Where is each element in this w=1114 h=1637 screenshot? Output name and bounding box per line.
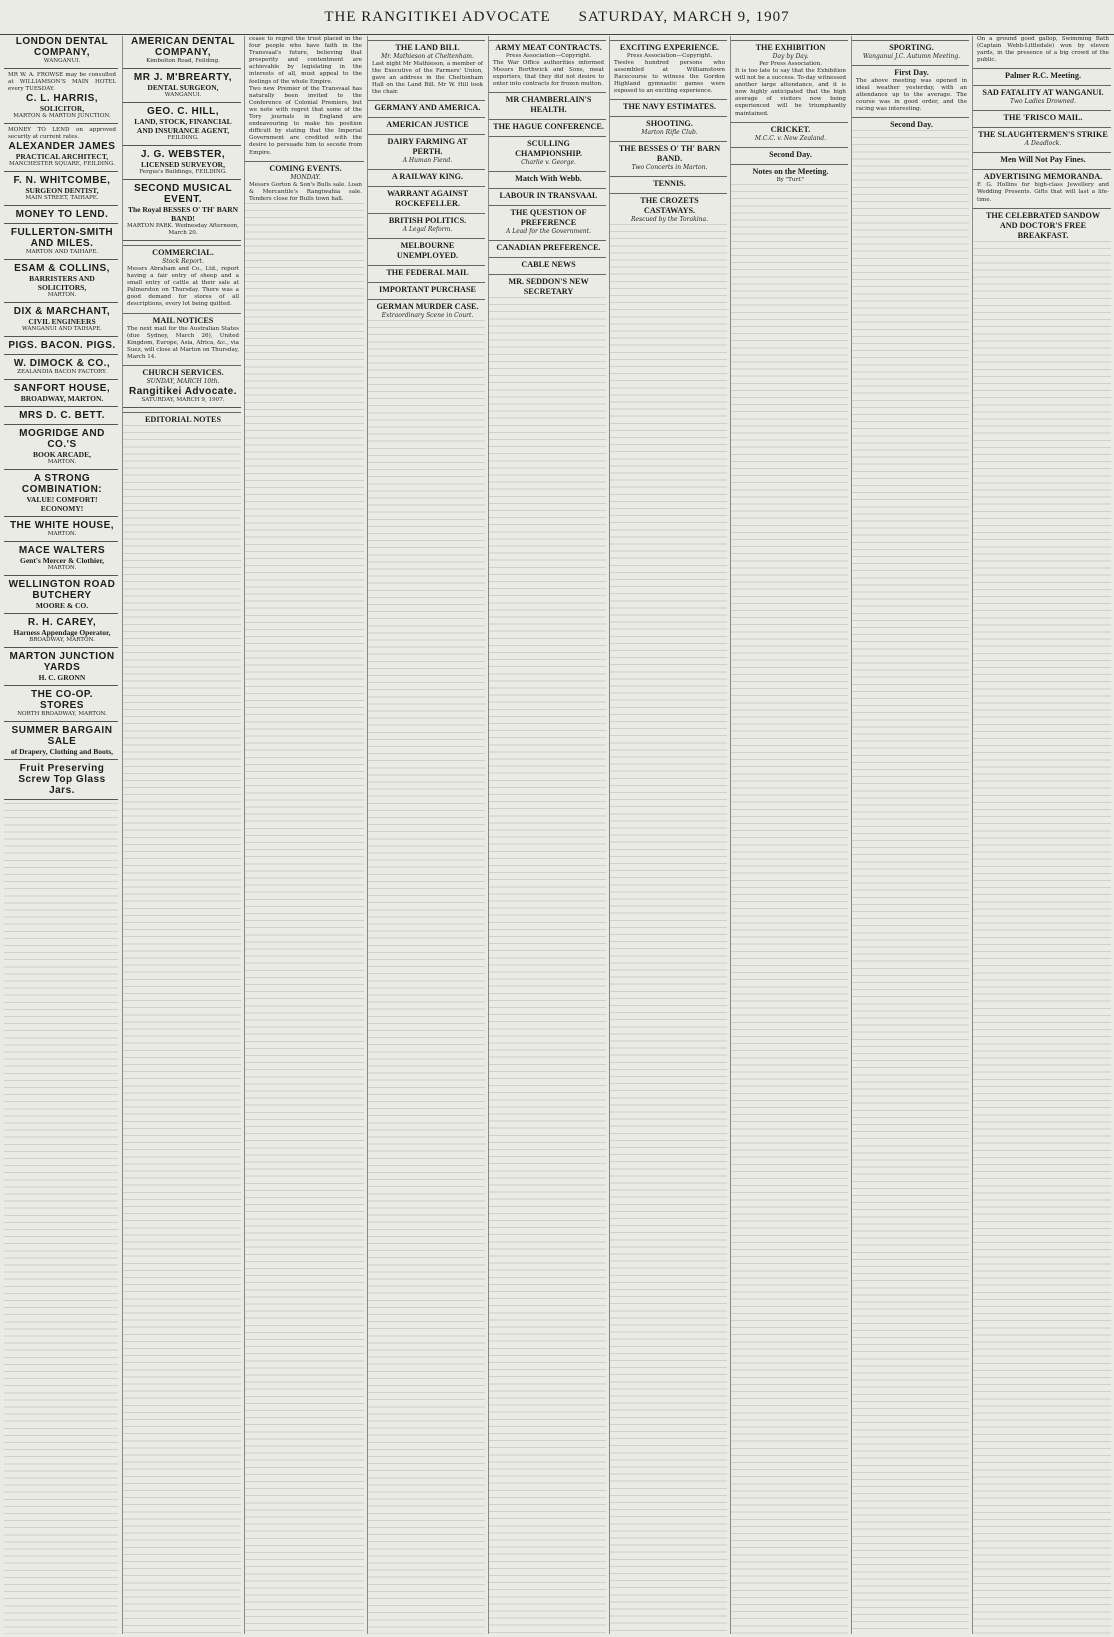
advertisement: [4, 725, 118, 760]
ad-subheading: H. C. GRONN: [38, 673, 86, 683]
article-text: Messrs Gorton & Son's Bulls sale. Loan & Mercantile's Rangiwahia sale. Tenders close for Bulls town hall.: [249, 181, 362, 202]
ad-heading: R. H. CAREY,: [27, 617, 97, 629]
ad-detail: ZEALANDIA BACON FACTORY.: [17, 369, 107, 376]
article-headline: EXCITING EXPERIENCE.: [610, 40, 727, 53]
article-headline: SCULLING CHAMPIONSHIP.: [489, 136, 606, 159]
article-headline: SPORTING.: [852, 40, 969, 53]
column-9: [972, 36, 1111, 1634]
ad-detail: MARTON.: [47, 292, 77, 299]
ad-heading: SUMMER BARGAIN SALE: [11, 725, 113, 748]
article-headline: BRITISH POLITICS.: [368, 213, 485, 226]
article-headline: Palmer R.C. Meeting.: [973, 68, 1111, 81]
advertisement: [4, 141, 118, 172]
article-headline: Men Will Not Pay Fines.: [973, 152, 1111, 165]
article-subheadline: Day by Day.: [772, 53, 809, 60]
article-headline: CANADIAN PREFERENCE.: [489, 240, 606, 253]
article-headline: WARRANT AGAINST ROCKEFELLER.: [368, 186, 485, 209]
article-text: MONEY TO LEND on approved security at current rates.: [8, 127, 116, 141]
ad-heading: MRS D. C. BETT.: [19, 410, 105, 422]
fine-print-texture: [852, 130, 969, 1634]
ad-detail: MARTON.: [47, 459, 77, 466]
advertisement: [4, 93, 118, 124]
article-headline: GERMANY AND AMERICA.: [368, 100, 485, 113]
article-text: F. G. Hollins for high-class Jewellery and Wedding Presents. Gifts that will last a life-time.: [977, 182, 1109, 203]
article-subheadline: A Lead for the Government.: [506, 228, 591, 236]
fine-print-texture: [4, 803, 118, 1634]
advertisement: [4, 545, 118, 576]
article-headline: THE FEDERAL MAIL: [368, 265, 485, 278]
ad-detail: MAIN STREET, TAIHAPE.: [25, 195, 99, 202]
ad-heading: ESAM & COLLINS,: [14, 263, 110, 275]
ad-heading: WELLINGTON ROAD BUTCHERY: [8, 579, 116, 602]
ad-detail: NORTH BROADWAY, MARTON.: [17, 711, 107, 718]
article-text: On a ground good gallop, Swimming Bath (Captain Webb-Littledale) won by eleven yards, in the presence of a big crowd of the public.: [977, 36, 1109, 64]
ad-subheading: VALUE! COMFORT! ECONOMY!: [26, 495, 98, 514]
article-headline: LABOUR IN TRANSVAAL: [489, 188, 606, 201]
ad-heading: AMERICAN DENTAL COMPANY,: [131, 36, 235, 58]
ad-heading: C. L. HARRIS,: [25, 93, 99, 105]
article-subheadline: Charlie v. George.: [521, 159, 576, 167]
article-subheadline: MONDAY.: [290, 173, 321, 181]
ad-subheading: Gent's Mercer & Clothier,: [19, 556, 104, 566]
article-text: MR W. A. FROWSE may be consulted at WILLIAMSON'S MAIN HOTEL every TUESDAY.: [8, 72, 116, 93]
columns: [4, 36, 1110, 1636]
ad-subheading: SURGEON DENTIST,: [25, 186, 99, 196]
ad-detail: MARTON.: [47, 565, 77, 572]
article-subheadline: SUNDAY, MARCH 10th.: [146, 378, 220, 386]
article-headline: THE BESSES O' TH' BARN BAND.: [610, 141, 727, 164]
advertisement: [123, 106, 241, 146]
ad-heading: GEO. C. HILL,: [146, 106, 220, 117]
article-subheadline: Extraordinary Scene in Court.: [381, 312, 474, 320]
article-headline: GERMAN MURDER CASE.: [368, 299, 485, 312]
article-headline: MR. SEDDON'S NEW SECRETARY: [489, 274, 606, 297]
article-headline: DAIRY FARMING AT PERTH.: [368, 134, 485, 157]
article-headline: First Day.: [852, 65, 969, 78]
advertisement: [4, 340, 118, 355]
article-headline: MAIL NOTICES: [123, 313, 241, 326]
ad-heading: SECOND MUSICAL EVENT.: [133, 183, 233, 205]
column-3: [244, 36, 364, 1634]
fine-print-texture: [610, 224, 727, 1634]
ad-heading: MONEY TO LEND.: [15, 209, 109, 221]
article-headline: TENNIS.: [610, 176, 727, 189]
article-byline: By "Turf.": [776, 176, 805, 183]
article-text: Last night Mr Mathieson, a member of the Executive of the Farmers' Union, gave an address in the Cheltenham Hall on the Land Bill. Mr W. Hill took the chair.: [372, 61, 483, 96]
article-headline: THE HAGUE CONFERENCE.: [489, 119, 606, 132]
ad-detail: MARTON PARK. Wednesday Afternoon, March 20.: [127, 223, 239, 236]
article-headline: Match With Webb.: [489, 171, 606, 184]
ad-heading: MR J. M'BREARTY,: [133, 72, 233, 83]
ad-detail: WANGANUI.: [164, 92, 202, 98]
article-headline: THE 'FRISCO MAIL.: [973, 110, 1111, 123]
ad-subheading: DENTAL SURGEON,: [147, 83, 219, 92]
column-8: [851, 36, 969, 1634]
advertisement: [4, 651, 118, 686]
article-headline: CABLE NEWS: [489, 257, 606, 270]
column-5: [488, 36, 606, 1634]
advertisement: [4, 617, 118, 648]
ad-heading: W. DIMOCK & CO.,: [13, 358, 111, 370]
article-subheadline: Marton Rifle Club.: [641, 129, 698, 137]
article-text: cease to regret the trust placed in the four people who have faith in the Transvaal's future, believing that prosperity and contentment are achievable by legislating in the interests of all, must appeal to the feelings of the whole Empire.: [249, 36, 362, 85]
article-subheadline: Wanganui J.C. Autumn Meeting.: [862, 53, 961, 60]
article-subheadline: Mr. Mathieson at Cheltenham.: [381, 53, 474, 60]
article-subheadline: A Human Fiend.: [402, 157, 453, 165]
fine-print-texture: [245, 203, 364, 1634]
ad-subheading: of Drapery, Clothing and Boots,: [10, 747, 114, 757]
ad-heading: Rangitikei Advocate.: [129, 386, 237, 398]
paper-title: THE RANGITIKEI ADVOCATE: [324, 8, 551, 25]
fine-print-texture: [731, 184, 848, 1634]
issue-date: SATURDAY, MARCH 9, 1907: [578, 8, 790, 25]
column-4: [367, 36, 485, 1634]
column-1: [4, 36, 118, 1634]
advertisement: [4, 579, 118, 614]
article-headline: COMING EVENTS.: [245, 161, 364, 174]
article-headline: THE SLAUGHTERMEN'S STRIKE: [973, 127, 1111, 140]
ad-heading: MACE WALTERS: [18, 545, 106, 557]
article-headline: THE CROZETS CASTAWAYS.: [610, 193, 727, 216]
article-subheadline: M.C.C. v. New Zealand.: [754, 134, 827, 142]
article-headline: THE QUESTION OF PREFERENCE: [489, 205, 606, 228]
ad-detail: WANGANUI.: [43, 58, 81, 64]
article-text: The War Office authorities informed Messrs Borthwick and Sons, meat exporters, that they did not desire to enter into contracts for frozen mutton.: [493, 60, 604, 88]
article-headline: COMMERCIAL.: [123, 245, 241, 258]
ad-heading: J. G. WEBSTER,: [140, 149, 226, 160]
ad-subheading: Harness Appendage Operator,: [13, 628, 111, 638]
column-2: [122, 36, 241, 1634]
article-headline: MR CHAMBERLAIN'S HEALTH.: [489, 92, 606, 115]
ad-heading: DIX & MARCHANT,: [13, 306, 111, 318]
ad-detail: SATURDAY, MARCH 9, 1907.: [141, 397, 225, 404]
ad-heading: THE WHITE HOUSE,: [9, 520, 115, 532]
advertisement: [4, 383, 118, 407]
ad-subheading: SOLICITOR,: [39, 104, 85, 114]
article-headline: ADVERTISING MEMORANDA.: [973, 169, 1111, 182]
article-text: It is too late to say that the Exhibition will not be a success. To-day witnessed another large attendance, and it is now highly anticipated that the high average of visitors now being experienced will be triumphantly maintained.: [735, 68, 846, 117]
article-byline: Press Association—Copyright.: [626, 53, 713, 59]
article-text: Messrs Abraham and Co., Ltd., report having a fair entry of sheep and a small entry of cattle at their sale at Palmerston on Thursday. There was a good demand for stores of all descriptions, every lot being quitted.: [127, 266, 239, 308]
article-subheadline: Two Ladies Drowned.: [1010, 98, 1076, 106]
article-headline: MELBOURNE UNEMPLOYED.: [368, 238, 485, 261]
ad-subheading: BOOK ARCADE,: [33, 450, 91, 460]
article-headline: THE LAND BILL: [368, 40, 485, 53]
article-text: Two new Premier of the Transvaal has naturally been invited to the Conference of Colonial Premiers, but we note with regret that some of the Tory journals in England are endeavouring to make his position difficult by stating that the Imperial Government are credited with the desire to persuade him to secede from Empire.: [249, 85, 362, 156]
article-headline: IMPORTANT PURCHASE: [368, 282, 485, 295]
advertisement: [4, 227, 118, 260]
article-subheadline: Two Concerts in Marton.: [631, 164, 708, 172]
article-headline: SHOOTING.: [610, 116, 727, 129]
ad-subheading: BARRISTERS AND SOLICITORS,: [29, 274, 95, 293]
ad-subheading: MOORE & CO.: [35, 601, 89, 611]
ad-heading: FULLERTON-SMITH AND MILES.: [10, 227, 114, 250]
ad-detail: MARTON AND TAIHAPE.: [25, 249, 99, 256]
article-headline: A RAILWAY KING.: [368, 169, 485, 182]
article-headline: CRICKET.: [731, 122, 848, 135]
masthead: [0, 0, 1114, 35]
ad-detail: Kimbolton Road, Feilding.: [146, 58, 220, 64]
fine-print-texture: [489, 297, 606, 1634]
fine-print-texture: [368, 320, 485, 1634]
advertisement: [123, 183, 241, 241]
article-subheadline: A Deadlock.: [1024, 140, 1062, 148]
ad-detail: FEILDING.: [167, 135, 199, 141]
advertisement: [4, 358, 118, 380]
ad-detail: MANCHESTER SQUARE, FEILDING.: [9, 161, 115, 168]
advertisement: [4, 209, 118, 224]
advertisement: [4, 473, 118, 517]
article-headline: Second Day.: [852, 117, 969, 130]
ad-subheading: CIVIL ENGINEERS: [28, 317, 96, 327]
ad-subheading: PRACTICAL ARCHITECT,: [15, 152, 109, 162]
ad-detail: MARTON.: [47, 531, 77, 538]
ad-heading: A STRONG COMBINATION:: [21, 473, 103, 496]
column-6: [609, 36, 727, 1634]
article-headline: CHURCH SERVICES.: [123, 365, 241, 378]
ad-detail: WANGANUI AND TAIHAPE.: [22, 326, 102, 333]
advertisement: [4, 689, 118, 722]
column-7: [730, 36, 848, 1634]
ad-detail: MARTON & MARTON JUNCTION.: [13, 113, 111, 120]
article-headline: THE NAVY ESTIMATES.: [610, 99, 727, 112]
advertisement: [4, 410, 118, 425]
advertisement: [123, 36, 241, 69]
article-headline: SAD FATALITY AT WANGANUI.: [973, 85, 1111, 98]
ad-detail: BROADWAY, MARTON.: [29, 637, 95, 644]
article-headline: ARMY MEAT CONTRACTS.: [489, 40, 606, 53]
ad-heading: PIGS. BACON. PIGS.: [8, 340, 116, 352]
article-text: The next mail for the Australian States (due Sydney, March 26), United Kingdom, Europe, Asia, Africa, &c., via Suez, will close at Marton on Thursday, March 14.: [127, 325, 239, 360]
advertisement: [4, 175, 118, 206]
article-headline: THE CELEBRATED SANDOW AND DOCTOR'S FREE BREAKFAST.: [973, 208, 1111, 241]
ad-heading: ALEXANDER JAMES: [8, 141, 116, 153]
advertisement: [4, 263, 118, 303]
article-byline: Per Press Association.: [759, 61, 822, 67]
article-headline: Second Day.: [731, 147, 848, 160]
fine-print-texture: [123, 425, 241, 1634]
advertisement: [123, 386, 241, 408]
ad-subheading: LICENSED SURVEYOR,: [141, 160, 225, 169]
ad-heading: THE CO-OP. STORES: [30, 689, 94, 712]
ad-heading: SANFORT HOUSE,: [13, 383, 111, 395]
ad-subheading: The Royal BESSES O' TH' BARN BAND!: [127, 205, 239, 223]
article-headline: EDITORIAL NOTES: [123, 412, 241, 425]
article-byline: Press Association—Copyright.: [505, 53, 592, 59]
article-text: The above meeting was opened in ideal weather yesterday, with an attendance up to the average. The course was in good order, and the racing was interesting.: [856, 78, 967, 113]
article-text: Twelve hundred persons who assembled at Williamstown Racecourse to witness the Gordon Highland gymnastic games were exposed to an exciting experience.: [614, 60, 725, 95]
advertisement: [123, 72, 241, 103]
article-headline: Notes on the Meeting.: [731, 164, 848, 177]
fine-print-texture: [973, 241, 1111, 1634]
advertisement: [4, 36, 118, 69]
ad-heading: MOGRIDGE AND CO.'S: [19, 428, 105, 451]
ad-heading: F. N. WHITCOMBE,: [13, 175, 111, 187]
article-headline: AMERICAN JUSTICE: [368, 117, 485, 130]
advertisement: [4, 763, 118, 800]
advertisement: [123, 149, 241, 180]
advertisement: [4, 520, 118, 542]
ad-heading: LONDON DENTAL COMPANY,: [15, 36, 109, 58]
ad-detail: Fergus's Buildings, FEILDING.: [139, 169, 227, 175]
article-subheadline: Stock Report.: [162, 258, 204, 265]
article-headline: THE EXHIBITION: [731, 40, 848, 53]
advertisement: [4, 306, 118, 337]
ad-subheading: LAND, STOCK, FINANCIAL AND INSURANCE AGENT,: [134, 117, 232, 135]
advertisement: [4, 428, 118, 470]
article-subheadline: Rescued by the Torakina.: [630, 216, 709, 224]
ad-heading: Fruit Preserving Screw Top Glass Jars.: [18, 763, 106, 797]
ad-subheading: BROADWAY, MARTON.: [20, 394, 104, 404]
ad-heading: MARTON JUNCTION YARDS: [9, 651, 115, 674]
article-subheadline: A Legal Reform.: [402, 226, 453, 234]
